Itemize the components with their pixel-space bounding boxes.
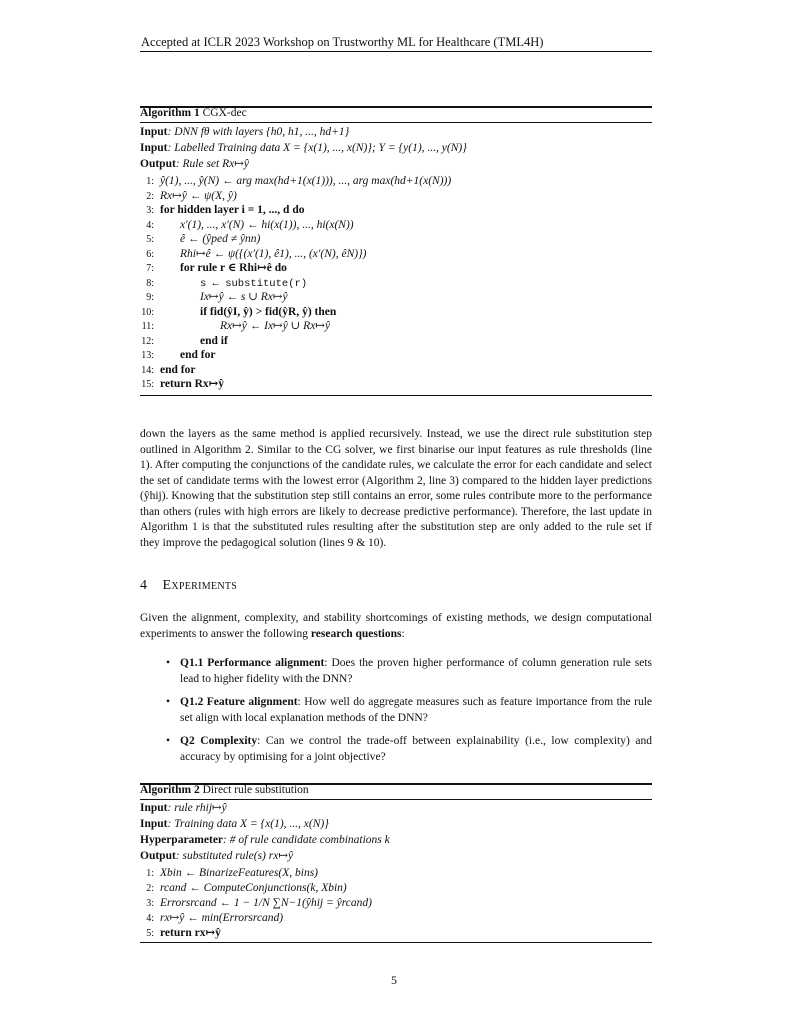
- list-item: • Q1.2 Feature alignment: How well do aggregate measures such as feature importance from the rule set align with local explanation methods of the DNN?: [166, 696, 652, 724]
- header-rule: [140, 51, 652, 52]
- algo2-io: Hyperparameter: # of rule candidate combinations k: [140, 834, 390, 846]
- list-item: • Q1.1 Performance alignment: Does the proven higher performance of column generation rule sets lead to higher fidelity with the DNN?: [166, 657, 653, 685]
- running-header: Accepted at ICLR 2023 Workshop on Trustworthy ML for Healthcare (TML4H): [141, 35, 544, 49]
- io-text: : Rule set Rx↦ŷ: [175, 158, 249, 170]
- algo2-bottom-rule: [140, 942, 652, 943]
- algo1-line: 15: return Rx↦ŷ: [141, 378, 225, 390]
- algo1-line: 14: end for: [141, 363, 196, 376]
- section-heading: [140, 578, 237, 594]
- algo1-line: 13: end for: [141, 349, 216, 361]
- algo1-line: 9: Ix↦ŷ ← s ∪ Rx↦ŷ: [146, 291, 288, 303]
- algo2-title: [140, 784, 309, 796]
- algo1-bottom-rule: [140, 395, 652, 396]
- algo1-title: [140, 107, 247, 119]
- algo1-line: 5: ê ← (ŷped ≠ ŷnn): [146, 233, 261, 245]
- research-questions-bold: research questions: [310, 627, 402, 640]
- algo2-line: 5: return rx↦ŷ: [146, 927, 221, 939]
- body-paragraph: down the layers as the same method is applied recursively. Instead, we use the direct rule substitution step outlined in Algorithm 2. Similar to the CG solver, we first binarise our input features as rule thresholds (line 1). After computing the conjunctions of the candidate rules, we calculate the error for each candidate and select the set of candidate terms with the lowest error (Algorithm 2, line 3) compared to the hidden layer predictions (ŷhij). Knowing that the substitution step still contains an error, some rules contribute more to the performance than others (rules with high errors are likely to decrease predictive performance). Therefore, the last update in Algorithm 1 is that the substituted rules resulting after the substitution step are only added to the rule set if they improve the pedagogical solution (lines 9 & 10).: [140, 428, 652, 549]
- algo2-name: Direct rule substitution: [202, 784, 309, 796]
- io-key: Input: [140, 126, 168, 138]
- list-item: • Q2 Complexity: Can we control the trade-off between explainability (i.e., low complexity) and accuracy by optimising for a joint objective?: [166, 735, 652, 763]
- io-key: Input: [140, 142, 168, 154]
- algo2-line: 3: Errorsrcand ← 1 − 1/N ∑N−1(ŷhij = ŷrcand): [146, 897, 372, 909]
- algo1-name: CGX-dec: [202, 107, 247, 119]
- algo1-io-input: [140, 124, 349, 140]
- question-list: [160, 656, 652, 773]
- algo1-io-output: [140, 156, 249, 172]
- algo2-line: 2: rcand ← ComputeConjunctions(k, Xbin): [146, 882, 347, 894]
- io-text: : Labelled Training data X = {x(1), ..., x(N)}; Y = {y(1), ..., y(N)}: [167, 142, 467, 154]
- algo1-line: 4: x′(1), ..., x′(N) ← hi(x(1)), ..., hi(x(N)): [146, 218, 354, 231]
- io-key: Output: [140, 158, 176, 170]
- algo2-line: 1: Xbin ← BinarizeFeatures(X, bins): [146, 867, 318, 879]
- algo1-line: 11: Rx↦ŷ ← Ix↦ŷ ∪ Rx↦ŷ: [141, 320, 331, 332]
- algo2-io: Input: Training data X = {x(1), ..., x(N)}: [140, 818, 329, 830]
- algo1-line: 7: for rule r ∈ Rhi↦ê do: [146, 262, 287, 274]
- algo1-line: 1: ŷ(1), ..., ŷ(N) ← arg max(hd+1(x(1))), ..., arg max(hd+1(x(N))): [146, 175, 452, 187]
- io-text: : DNN fθ with layers {h0, h1, ..., hd+1}: [167, 126, 350, 138]
- algo1-line: 6: Rhi↦ê ← ψ({(x′(1), ê1), ..., (x′(N), êN)}): [146, 247, 367, 260]
- experiments-intro: Given the alignment, complexity, and stability shortcomings of existing methods, we design computational experiments to answer the following research questions:: [140, 612, 652, 640]
- algo1-label: Algorithm 1: [140, 107, 200, 119]
- algo2-io: Input: rule rhij↦ŷ: [140, 802, 227, 814]
- section-number: 4: [140, 578, 148, 593]
- algo1-line: 10: if fid(ŷI, ŷ) > fid(ŷR, ŷ) then: [141, 305, 337, 318]
- algo1-line: 8: s ← substitute(r): [146, 277, 308, 290]
- algo1-io-input-data: [140, 140, 467, 156]
- bullet-icon: •: [166, 735, 171, 747]
- algo1-line: 12: end if: [141, 334, 228, 347]
- bullet-icon: •: [166, 696, 171, 708]
- algo1-title-rule: [140, 122, 652, 123]
- algo1-line: 3: for hidden layer i = 1, ..., d do: [146, 204, 305, 216]
- algo2-io: Output: substituted rule(s) rx↦ŷ: [140, 850, 294, 862]
- bullet-icon: •: [166, 657, 171, 669]
- algo1-line: 2: Rx↦ŷ ← ψ(X, ŷ): [146, 189, 237, 202]
- algo2-line: 4: rx↦ŷ ← min(Errorsrcand): [146, 912, 284, 924]
- page-number: 5: [391, 973, 397, 987]
- section-title: Experiments: [162, 578, 238, 593]
- algo2-label: Algorithm 2: [140, 784, 200, 796]
